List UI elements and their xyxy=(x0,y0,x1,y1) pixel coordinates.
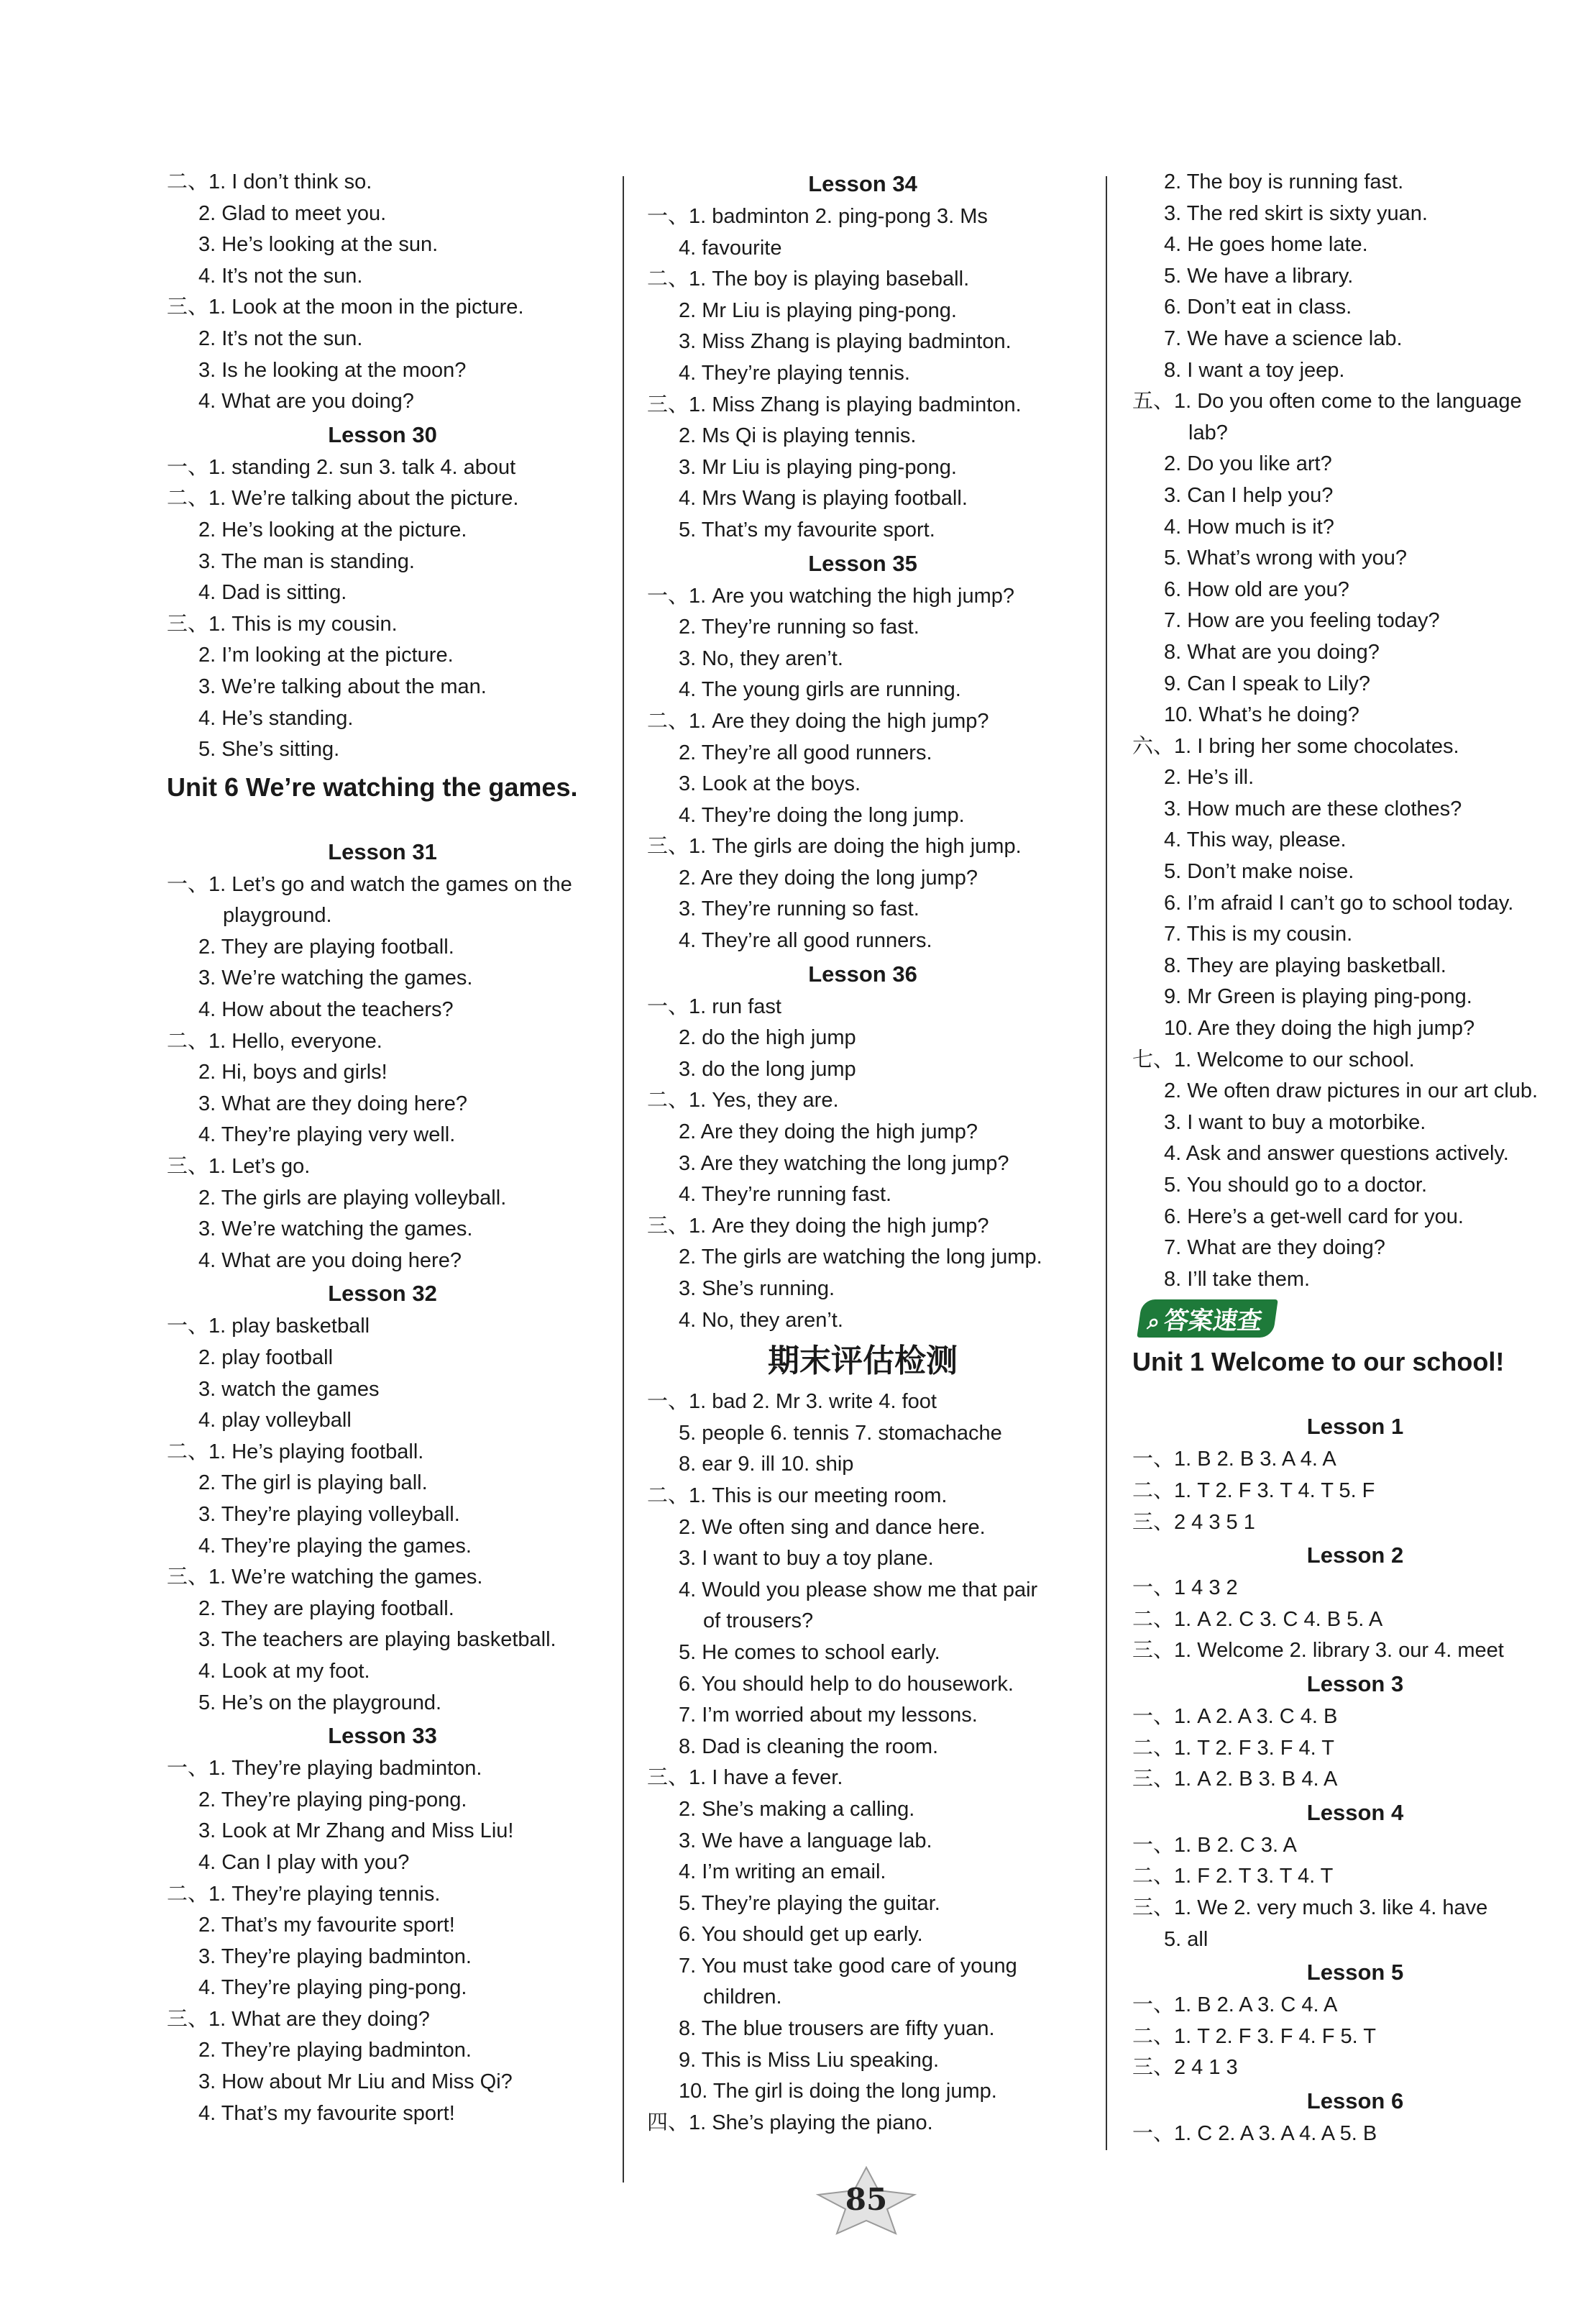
answer-line: 3. Look at Mr Zhang and Miss Liu! xyxy=(198,1819,514,1843)
lesson-heading: Lesson 33 xyxy=(328,1723,437,1749)
answer-line: 2. They’re all good runners. xyxy=(679,741,932,764)
answer-line: 3. What are they doing here? xyxy=(198,1092,468,1115)
answer-line: 5. Don’t make noise. xyxy=(1164,860,1354,884)
answer-line: 六、1. I bring her some chocolates. xyxy=(1132,734,1459,758)
lesson-heading: Lesson 30 xyxy=(328,421,437,447)
answer-line: 2. She’s making a calling. xyxy=(679,1797,915,1821)
answer-line: 6. How old are you? xyxy=(1164,577,1349,601)
answer-line: 三、1. This is my cousin. xyxy=(167,612,398,636)
answer-line: 五、1. Do you often come to the language xyxy=(1132,390,1522,413)
answer-line: 三、1. The girls are doing the high jump. xyxy=(647,835,1022,859)
answer-line: 一、1. bad 2. Mr 3. write 4. foot xyxy=(647,1390,937,1414)
answer-column-2 xyxy=(647,167,1078,2139)
answer-line: 二、1. They’re playing tennis. xyxy=(167,1882,441,1906)
lesson-heading: Lesson 35 xyxy=(808,550,917,576)
answer-line: 一、1. They’re playing badminton. xyxy=(167,1757,482,1781)
answer-line: 3. We’re watching the games. xyxy=(198,966,473,990)
answer-line: 4. Look at my foot. xyxy=(198,1659,370,1683)
answer-line: 4. That’s my favourite sport! xyxy=(198,2101,455,2125)
answer-line: 3. Look at the boys. xyxy=(679,772,861,796)
answer-line: 一、1. standing 2. sun 3. talk 4. about xyxy=(167,455,516,479)
answer-line: 8. I want a toy jeep. xyxy=(1164,358,1345,382)
answer-line: 2. That’s my favourite sport! xyxy=(198,1914,455,1937)
answer-line: 2. They are playing football. xyxy=(198,935,454,959)
answer-line: 2. He’s looking at the picture. xyxy=(198,518,467,541)
answer-line: 二、1. I don’t think so. xyxy=(167,170,372,193)
answer-line: 4. favourite xyxy=(679,236,782,260)
answer-line: 一、1. B 2. A 3. C 4. A xyxy=(1132,1993,1338,2017)
answer-line: 2. The girls are watching the long jump. xyxy=(679,1246,1042,1269)
answer-line: 一、1. Let’s go and watch the games on the xyxy=(167,872,572,896)
answer-line: 二、1. A 2. C 3. C 4. B 5. A xyxy=(1132,1607,1383,1631)
lesson-heading: Lesson 36 xyxy=(808,961,917,987)
page-number: 85 xyxy=(845,2182,888,2217)
unit-heading: Unit 6 We’re watching the games. xyxy=(167,772,578,802)
answer-line: 8. Dad is cleaning the room. xyxy=(679,1734,939,1758)
answer-line: 2. Ms Qi is playing tennis. xyxy=(679,424,917,448)
answer-line: 一、1 4 3 2 xyxy=(1132,1576,1238,1600)
answer-line: 10. What’s he doing? xyxy=(1164,703,1359,727)
answer-line: 七、1. Welcome to our school. xyxy=(1132,1048,1415,1071)
answer-line: 8. ear 9. ill 10. ship xyxy=(679,1453,854,1476)
answer-line: 10. Are they doing the high jump? xyxy=(1164,1017,1475,1041)
answer-line: 三、1. Welcome 2. library 3. our 4. meet xyxy=(1132,1639,1504,1663)
answer-line: 4. Mrs Wang is playing football. xyxy=(679,487,968,511)
answer-line: 3. They’re running so fast. xyxy=(679,897,919,921)
answer-line: 一、1. play basketball xyxy=(167,1315,370,1338)
lesson-heading: Lesson 5 xyxy=(1306,1960,1404,1985)
answer-line: 2. Glad to meet you. xyxy=(198,201,387,225)
column-divider xyxy=(623,176,624,2183)
answer-line: 5. He’s on the playground. xyxy=(198,1691,442,1714)
answer-line: playground. xyxy=(223,904,332,928)
answer-line: 一、1. A 2. A 3. C 4. B xyxy=(1132,1704,1338,1728)
page-number-badge xyxy=(812,2165,920,2236)
answer-line: 二、1. He’s playing football. xyxy=(167,1440,424,1463)
answer-line: 2. Hi, boys and girls! xyxy=(198,1061,387,1084)
answer-line: 3. We’re watching the games. xyxy=(198,1217,473,1241)
answer-line: 7. I’m worried about my lessons. xyxy=(679,1704,978,1727)
answer-line: 2. It’s not the sun. xyxy=(198,326,363,350)
answer-line: 三、1. Miss Zhang is playing badminton. xyxy=(647,393,1022,416)
answer-line: 3. How much are these clothes? xyxy=(1164,797,1462,821)
answer-line: 4. They’re doing the long jump. xyxy=(679,803,965,827)
answer-line: 2. They’re playing badminton. xyxy=(198,2039,472,2062)
answer-line: 二、1. T 2. F 3. F 4. T xyxy=(1132,1736,1334,1760)
answer-line: 2. play football xyxy=(198,1346,334,1369)
answer-line: 4. How much is it? xyxy=(1164,515,1334,539)
answer-line: 6. Don’t eat in class. xyxy=(1164,296,1352,319)
answer-line: 3. They’re playing badminton. xyxy=(198,1944,472,1968)
lesson-heading: Lesson 31 xyxy=(328,838,437,864)
answer-line: 三、1. Look at the moon in the picture. xyxy=(167,296,524,319)
answer-line: 二、1. Yes, they are. xyxy=(647,1089,839,1112)
answer-line: 10. The girl is doing the long jump. xyxy=(679,2080,997,2103)
answer-line: 2. He’s ill. xyxy=(1164,766,1255,790)
magnifier-icon: ⌕ xyxy=(1145,1310,1162,1335)
answer-line: children. xyxy=(703,1985,782,2009)
answer-line: 2. We often draw pictures in our art club. xyxy=(1164,1079,1538,1103)
answer-line: 三、2 4 3 5 1 xyxy=(1132,1510,1255,1534)
answer-column-1 xyxy=(167,167,598,2129)
answer-line: 9. Can I speak to Lily? xyxy=(1164,672,1370,695)
answer-line: 4. This way, please. xyxy=(1164,828,1347,852)
answer-line: 3. I want to buy a motorbike. xyxy=(1164,1110,1426,1134)
answer-line: 4. Would you please show me that pair xyxy=(679,1578,1038,1601)
answer-line: 3. The red skirt is sixty yuan. xyxy=(1164,201,1428,225)
answer-line: 8. They are playing basketball. xyxy=(1164,954,1446,977)
answer-line: 二、1. We’re talking about the picture. xyxy=(167,487,519,511)
answer-line: 3. We’re talking about the man. xyxy=(198,675,487,698)
answer-line: 2. The girls are playing volleyball. xyxy=(198,1186,507,1210)
answer-line: 3. Can I help you? xyxy=(1164,483,1334,507)
answer-line: 4. They’re all good runners. xyxy=(679,929,932,953)
answer-line: 4. It’s not the sun. xyxy=(198,264,363,288)
answer-line: 4. He’s standing. xyxy=(198,706,354,730)
answer-line: 2. We often sing and dance here. xyxy=(679,1515,986,1539)
answer-line: 三、1. I have a fever. xyxy=(647,1766,843,1790)
answer-line: 5. people 6. tennis 7. stomachache xyxy=(679,1421,1002,1445)
answer-line: 4. play volleyball xyxy=(198,1409,352,1432)
answer-line: 5. They’re playing the guitar. xyxy=(679,1891,940,1915)
answer-line: 7. How are you feeling today? xyxy=(1164,609,1440,633)
lesson-heading: Lesson 4 xyxy=(1306,1799,1404,1825)
answer-line: 5. We have a library. xyxy=(1164,264,1354,288)
answer-line: 2. They’re playing ping-pong. xyxy=(198,1788,467,1811)
unit-heading: Unit 1 Welcome to our school! xyxy=(1132,1347,1505,1377)
answer-line: 一、1. Are you watching the high jump? xyxy=(647,584,1014,608)
answer-line: 4. What are you doing here? xyxy=(198,1248,462,1272)
lesson-heading: Lesson 32 xyxy=(328,1281,437,1307)
answer-line: 2. The girl is playing ball. xyxy=(198,1471,428,1495)
answer-line: 4. No, they aren’t. xyxy=(679,1308,843,1332)
answer-line: 3. The man is standing. xyxy=(198,549,415,573)
answer-line: of trousers? xyxy=(703,1609,814,1633)
answer-line: 2. Are they doing the high jump? xyxy=(679,1120,978,1144)
answer-line: 一、1. badminton 2. ping-pong 3. Ms xyxy=(647,205,988,228)
answer-line: 2. I’m looking at the picture. xyxy=(198,644,454,667)
answer-line: 3. The teachers are playing basketball. xyxy=(198,1628,556,1652)
answer-line: 4. They’re playing tennis. xyxy=(679,361,910,385)
answer-line: 3. Is he looking at the moon? xyxy=(198,358,467,382)
answer-line: 2. Do you like art? xyxy=(1164,452,1332,476)
answer-line: 2. do the high jump xyxy=(679,1026,856,1050)
answer-line: 2. They’re running so fast. xyxy=(679,616,919,639)
answer-line: 三、1. We 2. very much 3. like 4. have xyxy=(1132,1896,1488,1919)
answer-line: 5. She’s sitting. xyxy=(198,738,340,762)
answer-index-tag xyxy=(1132,1295,1578,1340)
answer-line: 5. What’s wrong with you? xyxy=(1164,547,1407,570)
answer-line: 4. He goes home late. xyxy=(1164,233,1368,257)
answer-line: 6. You should get up early. xyxy=(679,1923,923,1947)
answer-line: 3. watch the games xyxy=(198,1377,380,1401)
answer-line: 8. What are you doing? xyxy=(1164,640,1380,664)
answer-line: 二、1. T 2. F 3. F 4. F 5. T xyxy=(1132,2024,1376,2048)
answer-line: 二、1. The boy is playing baseball. xyxy=(647,268,970,291)
answer-line: 2. They are playing football. xyxy=(198,1596,454,1620)
answer-line: 一、1. C 2. A 3. A 4. A 5. B xyxy=(1132,2121,1377,2145)
answer-line: 6. I’m afraid I can’t go to school today. xyxy=(1164,891,1514,915)
answer-line: 4. They’re playing the games. xyxy=(198,1534,472,1558)
answer-line: 三、1. Let’s go. xyxy=(167,1155,311,1179)
answer-line: 4. The young girls are running. xyxy=(679,678,961,702)
answer-column-3 xyxy=(1132,167,1578,2149)
answer-line: 4. I’m writing an email. xyxy=(679,1860,886,1884)
answer-line: 6. Here’s a get-well card for you. xyxy=(1164,1205,1464,1228)
lesson-heading: Lesson 3 xyxy=(1306,1670,1404,1696)
answer-line: 5. all xyxy=(1164,1927,1209,1951)
answer-line: 一、1. run fast xyxy=(647,995,781,1018)
answer-line: 3. How about Mr Liu and Miss Qi? xyxy=(198,2070,513,2094)
answer-line: 2. Mr Liu is playing ping-pong. xyxy=(679,298,957,322)
answer-line: 三、1. Are they doing the high jump? xyxy=(647,1214,989,1238)
answer-line: 4. Ask and answer questions actively. xyxy=(1164,1142,1509,1166)
answer-line: 4. They’re running fast. xyxy=(679,1183,892,1207)
lesson-heading: Lesson 2 xyxy=(1306,1542,1404,1568)
section-heading: 期末评估检测 xyxy=(768,1343,958,1380)
answer-line: 9. This is Miss Liu speaking. xyxy=(679,2048,940,2072)
answer-line: 6. You should help to do housework. xyxy=(679,1672,1014,1696)
answer-line: 3. She’s running. xyxy=(679,1277,835,1300)
answer-line: 4. They’re playing very well. xyxy=(198,1123,456,1147)
answer-line: 3. I want to buy a toy plane. xyxy=(679,1547,934,1571)
answer-line: 三、1. We’re watching the games. xyxy=(167,1566,483,1589)
answer-line: 8. The blue trousers are fifty yuan. xyxy=(679,2017,995,2041)
answer-index-label xyxy=(1137,1299,1278,1338)
answer-line: 二、1. T 2. F 3. T 4. T 5. F xyxy=(1132,1478,1375,1502)
answer-line: 4. They’re playing ping-pong. xyxy=(198,1976,467,2000)
answer-line: 二、1. Hello, everyone. xyxy=(167,1029,382,1053)
lesson-heading: Lesson 34 xyxy=(808,171,917,196)
answer-line: 一、1. B 2. C 3. A xyxy=(1132,1833,1297,1857)
answer-line: 4. How about the teachers? xyxy=(198,998,454,1022)
answer-line: 4. Can I play with you? xyxy=(198,1850,410,1874)
answer-line: 二、1. This is our meeting room. xyxy=(647,1484,948,1507)
answer-line: 4. What are you doing? xyxy=(198,390,414,413)
answer-line: 3. Mr Liu is playing ping-pong. xyxy=(679,455,957,479)
answer-line: 三、2 4 1 3 xyxy=(1132,2056,1238,2080)
column-divider xyxy=(1106,176,1107,2150)
answer-line: 7. What are they doing? xyxy=(1164,1236,1385,1260)
answer-line: 一、1. B 2. B 3. A 4. A xyxy=(1132,1448,1336,1471)
answer-line: 3. Miss Zhang is playing badminton. xyxy=(679,330,1012,354)
answer-line: 3. He’s looking at the sun. xyxy=(198,233,439,257)
answer-line: 三、1. A 2. B 3. B 4. A xyxy=(1132,1768,1338,1791)
answer-line: 3. They’re playing volleyball. xyxy=(198,1502,460,1526)
lesson-heading: Lesson 1 xyxy=(1306,1414,1404,1440)
answer-line: lab? xyxy=(1188,421,1228,444)
answer-line: 二、1. Are they doing the high jump? xyxy=(647,709,989,733)
answer-line: 四、1. She’s playing the piano. xyxy=(647,2111,933,2134)
answer-line: 5. You should go to a doctor. xyxy=(1164,1174,1428,1197)
answer-line: 3. do the long jump xyxy=(679,1057,856,1081)
answer-line: 5. That’s my favourite sport. xyxy=(679,518,935,541)
answer-line: 7. This is my cousin. xyxy=(1164,923,1353,946)
answer-line: 7. We have a science lab. xyxy=(1164,326,1403,350)
answer-line: 4. Dad is sitting. xyxy=(198,581,347,605)
answer-line: 2. The boy is running fast. xyxy=(1164,170,1404,193)
answer-line: 三、1. What are they doing? xyxy=(167,2007,430,2031)
answer-line: 5. He comes to school early. xyxy=(679,1640,940,1664)
answer-line: 3. Are they watching the long jump? xyxy=(679,1151,1009,1175)
answer-line: 二、1. F 2. T 3. T 4. T xyxy=(1132,1865,1334,1888)
answer-line: 3. We have a language lab. xyxy=(679,1829,932,1852)
answer-line: 3. No, they aren’t. xyxy=(679,646,843,670)
answer-index-text: 答案速查 xyxy=(1162,1307,1264,1335)
answer-line: 7. You must take good care of young xyxy=(679,1954,1017,1978)
answer-line: 9. Mr Green is playing ping-pong. xyxy=(1164,985,1472,1009)
lesson-heading: Lesson 6 xyxy=(1306,2088,1404,2113)
answer-line: 8. I’ll take them. xyxy=(1164,1267,1311,1291)
answer-line: 2. Are they doing the long jump? xyxy=(679,866,978,890)
